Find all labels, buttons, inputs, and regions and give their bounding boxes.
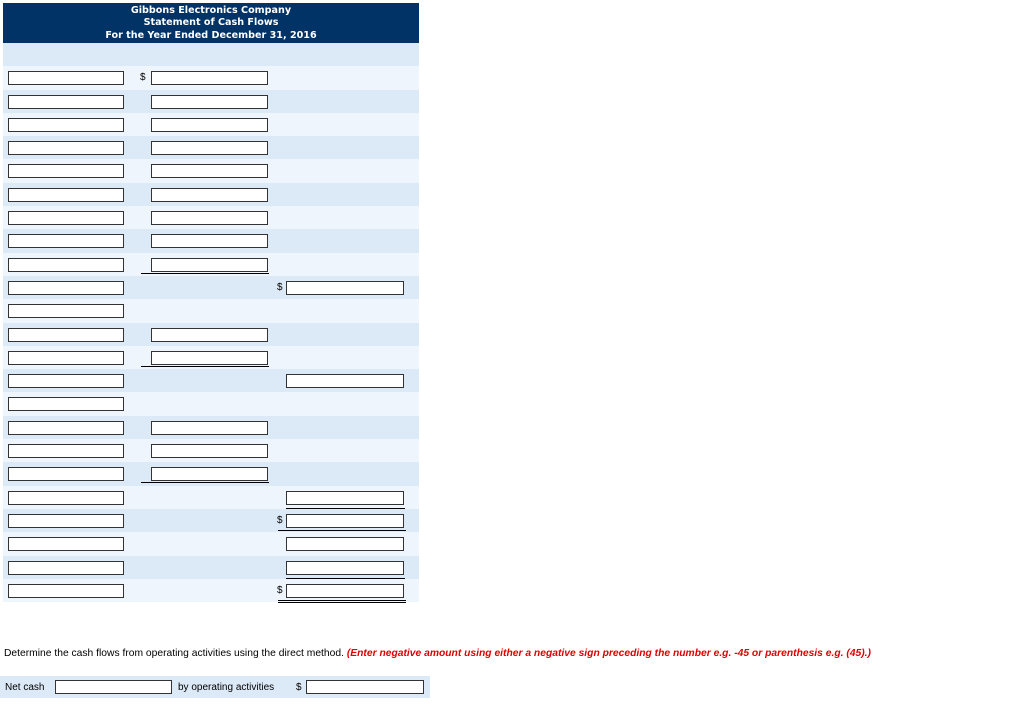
line-item-description-input[interactable] [8, 328, 124, 342]
line-item-description-input[interactable] [8, 444, 124, 458]
operating-activities-label: by operating activities [178, 682, 275, 693]
statement-row [3, 253, 419, 276]
net-cash-row [0, 676, 430, 698]
line-item-description-input[interactable] [8, 467, 124, 481]
line-item-description-input[interactable] [8, 234, 124, 248]
dollar-sign: $ [277, 281, 283, 293]
statement-row [3, 392, 419, 415]
statement-row [3, 346, 419, 369]
subtotal-underline [141, 482, 269, 483]
line-item-amount-input[interactable] [151, 211, 268, 225]
line-item-amount-input[interactable] [151, 444, 268, 458]
company-name: Gibbons Electronics Company [130, 5, 292, 16]
instruction-note: (Enter negative amount using either a negative sign preceding the number e.g. -45 or parenthesis e.g. (45).) [346, 648, 871, 659]
dollar-sign: $ [277, 514, 283, 526]
line-item-amount-input[interactable] [151, 421, 268, 435]
line-item-description-input[interactable] [8, 561, 124, 575]
dollar-sign: $ [277, 584, 283, 596]
line-item-amount-input[interactable] [151, 95, 268, 109]
statement-row [3, 509, 419, 532]
double-underline [278, 600, 406, 603]
total-amount-input[interactable] [286, 374, 404, 388]
total-amount-input[interactable] [286, 491, 404, 505]
statement-row [3, 136, 419, 159]
line-item-description-input[interactable] [8, 374, 124, 388]
line-item-amount-input[interactable] [151, 141, 268, 155]
line-item-amount-input[interactable] [151, 258, 268, 272]
line-item-amount-input[interactable] [151, 71, 268, 85]
total-amount-input[interactable] [286, 584, 404, 598]
statement-row [3, 206, 419, 229]
line-item-description-input[interactable] [8, 304, 124, 318]
line-item-amount-input[interactable] [151, 188, 268, 202]
line-item-description-input[interactable] [8, 211, 124, 225]
line-item-amount-input[interactable] [151, 164, 268, 178]
statement-row [3, 369, 419, 392]
line-item-description-input[interactable] [8, 164, 124, 178]
line-item-description-input[interactable] [8, 71, 124, 85]
statement-title: Statement of Cash Flows [143, 17, 279, 29]
statement-row [3, 90, 419, 113]
total-amount-input[interactable] [286, 281, 404, 295]
total-amount-input[interactable] [286, 537, 404, 551]
net-cash-dollar-sign: $ [296, 682, 302, 693]
statement-row [3, 532, 419, 555]
line-item-description-input[interactable] [8, 421, 124, 435]
line-item-description-input[interactable] [8, 584, 124, 598]
line-item-description-input[interactable] [8, 351, 124, 365]
statement-row [3, 556, 419, 579]
statement-row [3, 323, 419, 346]
line-item-amount-input[interactable] [151, 234, 268, 248]
cash-flow-statement-table [3, 43, 419, 602]
dollar-sign: $ [140, 72, 146, 84]
statement-header [3, 3, 419, 43]
line-item-description-input[interactable] [8, 258, 124, 272]
statement-row [3, 66, 419, 89]
statement-row [3, 299, 419, 322]
line-item-amount-input[interactable] [151, 351, 268, 365]
net-cash-amount-input[interactable] [306, 680, 424, 694]
line-item-description-input[interactable] [8, 514, 124, 528]
line-item-description-input[interactable] [8, 118, 124, 132]
line-item-amount-input[interactable] [151, 467, 268, 481]
net-cash-label: Net cash [5, 682, 45, 693]
total-amount-input[interactable] [286, 514, 404, 528]
statement-row [3, 276, 419, 299]
line-item-description-input[interactable] [8, 491, 124, 505]
statement-row [3, 462, 419, 485]
net-cash-type-input[interactable] [55, 680, 172, 694]
line-item-description-input[interactable] [8, 141, 124, 155]
line-item-description-input[interactable] [8, 188, 124, 202]
statement-row [3, 183, 419, 206]
statement-row [3, 486, 419, 509]
line-item-description-input[interactable] [8, 281, 124, 295]
line-item-description-input[interactable] [8, 537, 124, 551]
line-item-description-input[interactable] [8, 397, 124, 411]
line-item-amount-input[interactable] [151, 328, 268, 342]
instruction-main: Determine the cash flows from operating activities using the direct method. [4, 648, 344, 659]
statement-row [3, 113, 419, 136]
statement-row [3, 159, 419, 182]
statement-row [3, 439, 419, 462]
line-item-amount-input[interactable] [151, 118, 268, 132]
subtotal-underline [141, 273, 269, 274]
statement-row [3, 43, 419, 66]
instruction-text [4, 648, 871, 659]
statement-row [3, 416, 419, 439]
subtotal-underline [141, 366, 269, 367]
line-item-description-input[interactable] [8, 95, 124, 109]
total-amount-input[interactable] [286, 561, 404, 575]
statement-period: For the Year Ended December 31, 2016 [105, 29, 317, 41]
statement-row [3, 579, 419, 602]
statement-row [3, 229, 419, 252]
